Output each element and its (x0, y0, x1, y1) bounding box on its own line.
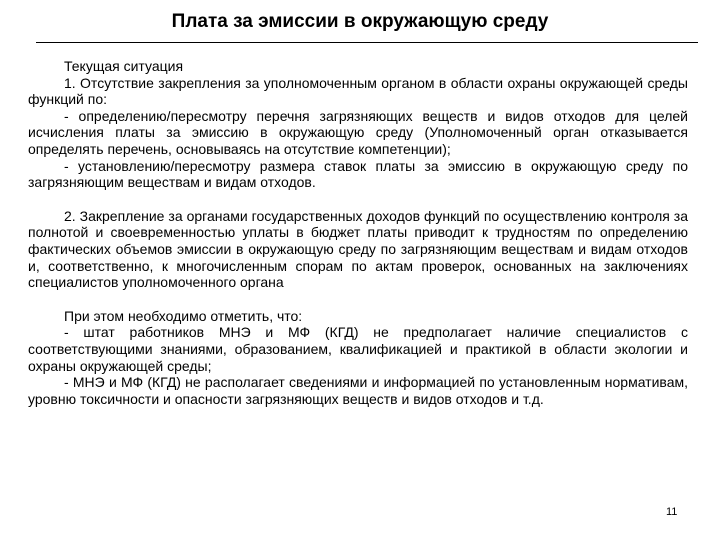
paragraph-item-2: 2. Закрепление за органами государственных доходов функций по осуществлению контроля за полнотой и своевременностью уплаты в бюджет платы приводит к трудностям по определению фактических объемов эмиссии в окружающую среду по загрязняющим веществам и видам отходов и, соответственно, к многочисленным спорам по актам проверок, основанных на заключениях специалистов уполномоченного органа (28, 207, 688, 291)
spacer (28, 191, 688, 208)
page-number: 11 (666, 506, 678, 518)
page-title: Плата за эмиссии в окружающую среду (171, 11, 549, 32)
body-text (28, 58, 688, 407)
paragraph-item-1: 1. Отсутствие закрепления за уполномоченным органом в области охраны окружающей среды функций по: (28, 74, 688, 108)
spacer (28, 291, 688, 308)
section-heading: Текущая ситуация (64, 58, 184, 74)
bullet-list-definition: - определению/пересмотру перечня загрязняющих веществ и видов отходов для целей исчисления платы за эмиссию в окружающую среду (Уполномоченный орган отказывается определять перечень, основываясь на отсутствие компетенции); (28, 107, 688, 157)
bullet-information: - МНЭ и МФ (КГД) не располагает сведениями и информацией по установленным нормативам, уровню токсичности и опасности загрязняющих веществ и видов отходов и т.д. (28, 374, 688, 407)
bullet-rates: - установлению/пересмотру размера ставок платы за эмиссию в окружающую среду по загрязняющим веществам и видам отходов. (28, 157, 688, 191)
paragraph-intro: При этом необходимо отметить, что: (64, 307, 303, 324)
title-divider (36, 42, 698, 43)
bullet-staff: - штат работников МНЭ и МФ (КГД) не предполагает наличие специалистов с соответствующими знаниями, образованием, квалификацией и практикой в области экологии и охраны окружающей среды; (28, 324, 688, 374)
